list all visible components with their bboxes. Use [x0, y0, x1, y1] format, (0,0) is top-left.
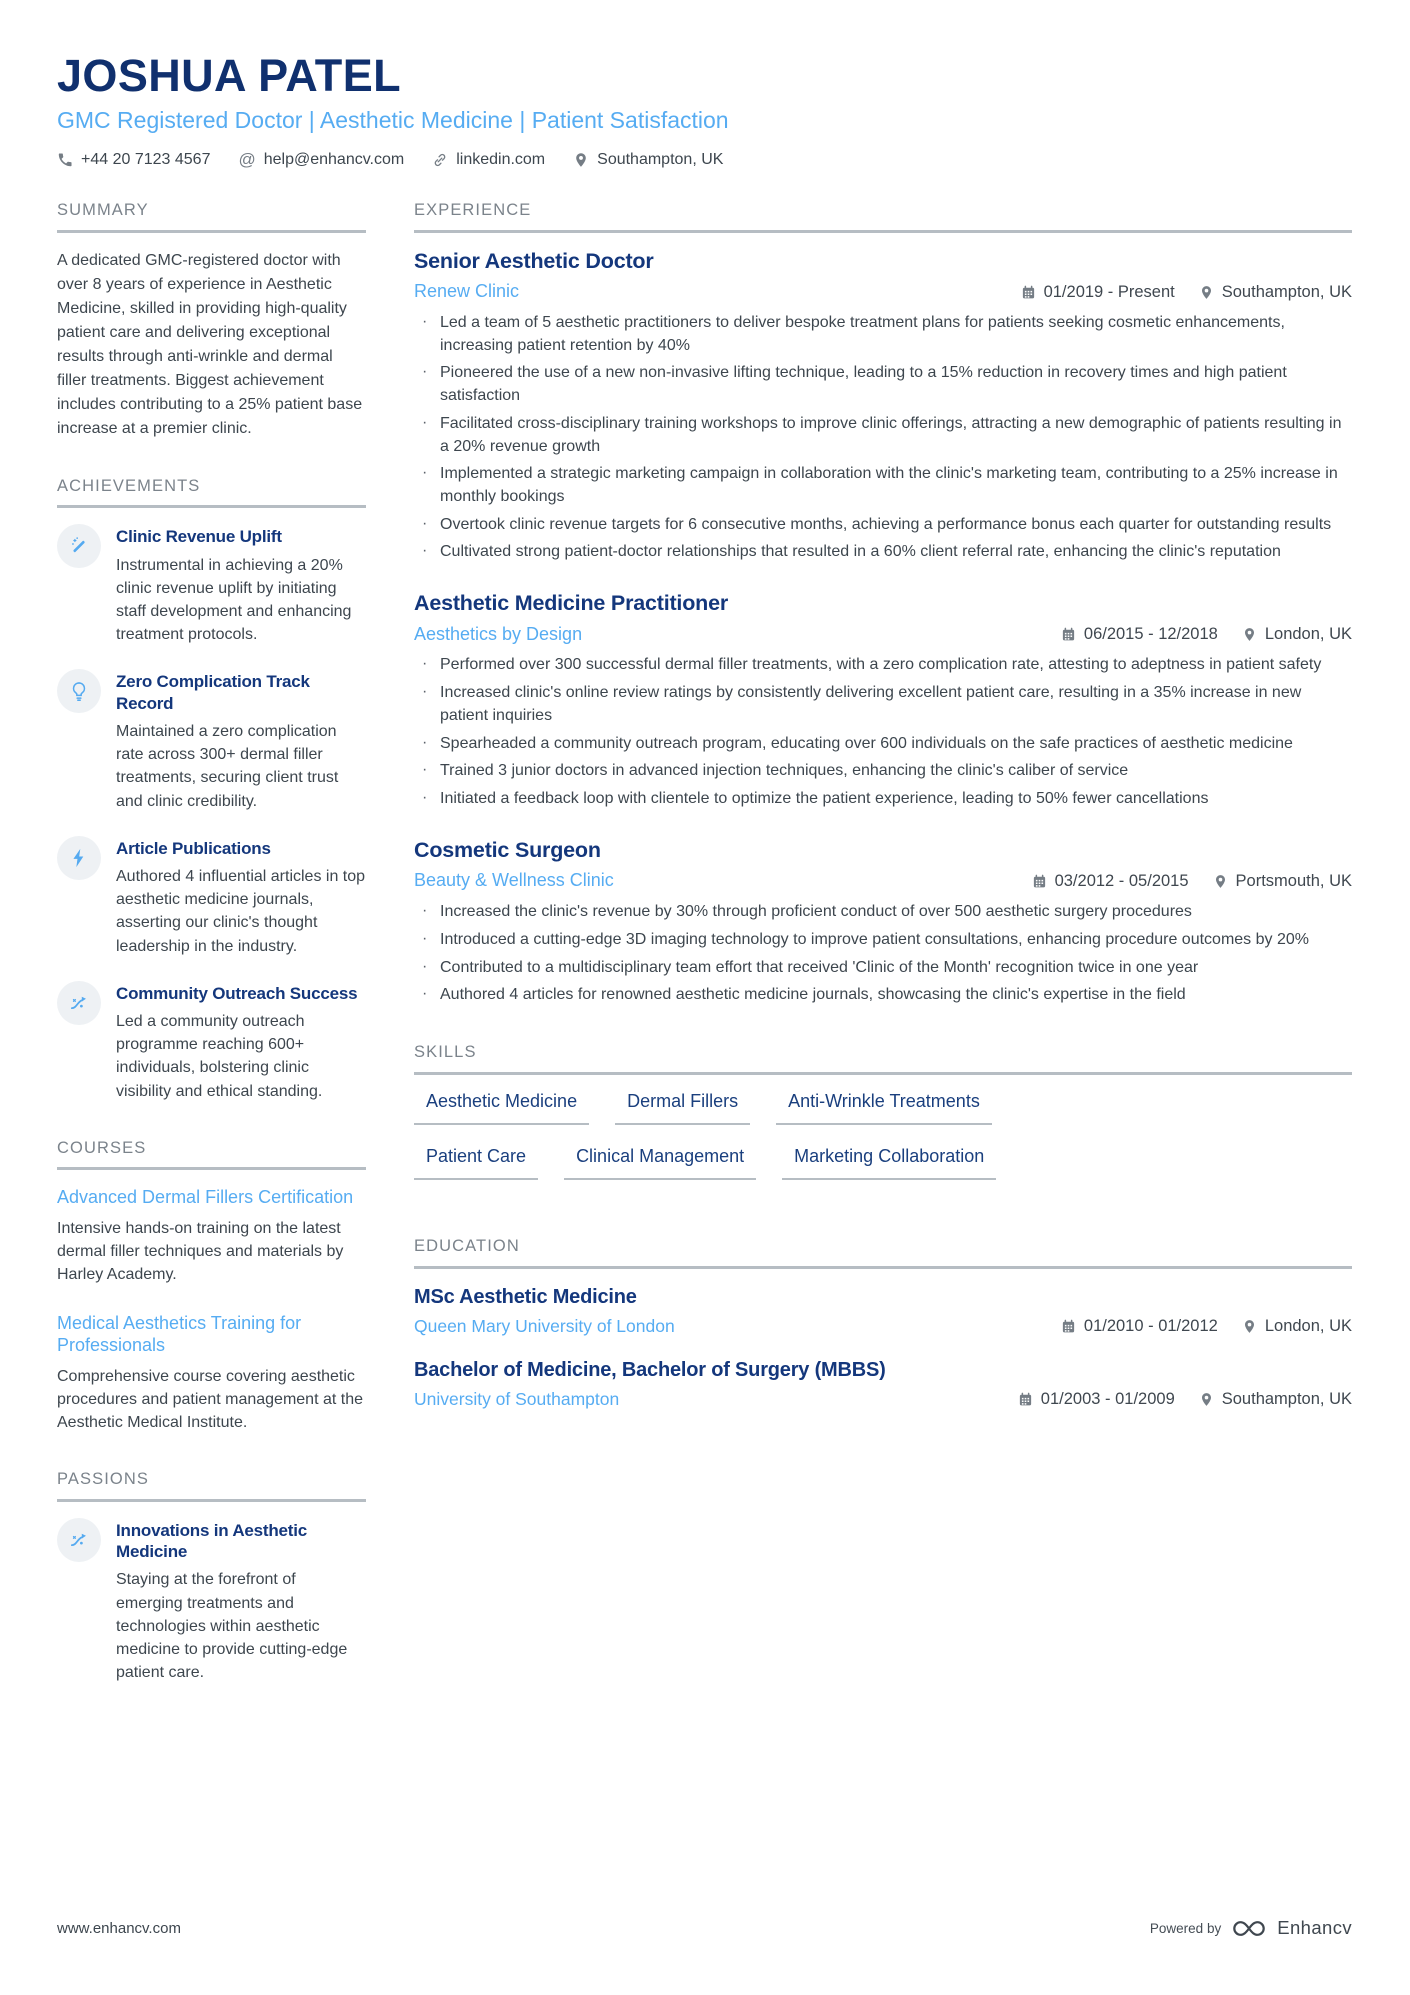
- skills-row: [414, 1091, 1352, 1146]
- courses-heading: COURSES: [57, 1139, 366, 1171]
- achievement-title: Zero Complication Track Record: [116, 672, 310, 713]
- passion-text: Staying at the forefront of emerging treatments and technologies within aesthetic medicine to provide cutting-edge patient care.: [116, 1571, 348, 1682]
- job-location-text: London, UK: [1264, 625, 1352, 644]
- left-column: [57, 201, 366, 1721]
- contact-email-text: help@enhancv.com: [263, 150, 405, 168]
- contact-phone[interactable]: [57, 151, 210, 169]
- achievements-heading: ACHIEVEMENTS: [57, 477, 366, 509]
- education-location-text: London, UK: [1264, 1316, 1352, 1335]
- header: [57, 52, 1352, 169]
- at-icon: @: [238, 150, 256, 170]
- location-pin-icon: [1242, 1319, 1257, 1334]
- school-name: University of Southampton: [414, 1388, 620, 1409]
- job-bullet: · Introduced a cutting-edge 3D imaging technology to improve patient consultations, enhancing procedure outcomes by 20%: [414, 929, 1352, 952]
- enhancv-logo-icon: [1231, 1918, 1267, 1939]
- education-entry: [414, 1358, 1352, 1410]
- education-meta-row: [414, 1389, 1352, 1410]
- job-dates: [1061, 625, 1218, 644]
- job-bullet: · Contributed to a multidisciplinary team effort that received 'Clinic of the Month' recognition twice in one year: [414, 957, 1352, 980]
- job-title: Senior Aesthetic Doctor: [414, 248, 654, 273]
- achievement-text: Instrumental in achieving a 20% clinic revenue uplift by initiating staff development and enhancing treatment protocols.: [116, 556, 352, 644]
- job-company: Aesthetics by Design: [414, 623, 583, 644]
- job-bullet: · Pioneered the use of a new non-invasive lifting technique, leading to a 15% reduction in recovery times and high patient satisfaction: [414, 362, 1352, 407]
- job-bullet: · Increased clinic's online review ratings by consistently delivering excellent patient care, resulting in a 35% increase in new patient inquiries: [414, 682, 1352, 727]
- passion-title: Innovations in Aesthetic Medicine: [116, 1520, 308, 1562]
- job-bullets: [414, 901, 1352, 1007]
- skills-row: [414, 1146, 1352, 1201]
- contact-location-text: Southampton, UK: [597, 150, 724, 168]
- achievement-item: [57, 836, 366, 958]
- skills-section: [414, 1043, 1352, 1201]
- summary-heading: SUMMARY: [57, 201, 366, 233]
- skills-heading: SKILLS: [414, 1043, 1352, 1075]
- job-dates-text: 03/2012 - 05/2015: [1054, 871, 1189, 890]
- job-bullet: · Led a team of 5 aesthetic practitioners to deliver bespoke treatment plans for patients seeking cosmetic enhancements, increasing patient retention by 40%: [414, 312, 1352, 357]
- education-location-text: Southampton, UK: [1221, 1389, 1352, 1408]
- skill-tag: Patient Care: [414, 1146, 538, 1180]
- course-item: [57, 1186, 366, 1286]
- job-bullet: · Facilitated cross-disciplinary training workshops to improve clinic offerings, attracting a new demographic of patients resulting in a 20% revenue growth: [414, 413, 1352, 458]
- contact-phone-text: +44 20 7123 4567: [81, 150, 211, 168]
- summary-text: A dedicated GMC-registered doctor with over 8 years of experience in Aesthetic Medicine, skilled in providing high-quality patient care and delivering exceptional results through anti-wrinkle and dermal filler treatments. Biggest achievement includes contributing to a 25% patient base increase at a premier clinic.: [57, 251, 363, 437]
- achievement-icon-circle: [57, 524, 101, 568]
- job-meta-row: [414, 281, 1352, 303]
- right-column: [414, 201, 1352, 1721]
- degree-title: MSc Aesthetic Medicine: [414, 1285, 637, 1308]
- experience-heading: EXPERIENCE: [414, 201, 1352, 233]
- education-location: [1199, 1390, 1352, 1409]
- page-footer: [57, 1917, 1352, 1939]
- footer-website-link[interactable]: www.enhancv.com: [57, 1919, 181, 1937]
- job-company: Beauty & Wellness Clinic: [414, 870, 614, 891]
- education-dates-text: 01/2003 - 01/2009: [1040, 1389, 1175, 1408]
- achievement-text: Authored 4 influential articles in top aesthetic medicine journals, asserting our clinic's thought leadership in the industry.: [116, 867, 366, 955]
- achievement-item: [57, 669, 366, 812]
- education-heading: EDUCATION: [414, 1237, 1352, 1269]
- education-entry: [414, 1285, 1352, 1337]
- courses-section: [57, 1139, 366, 1434]
- person-headline: GMC Registered Doctor | Aesthetic Medicine | Patient Satisfaction: [57, 107, 729, 134]
- magic-wand-icon: [68, 535, 90, 557]
- location-pin-icon: [573, 152, 589, 168]
- trend-arrow-icon: [68, 1529, 90, 1551]
- person-name: JOSHUA PATEL: [57, 50, 401, 101]
- job-bullets: [414, 312, 1352, 564]
- job-bullet: · Trained 3 junior doctors in advanced injection techniques, enhancing the clinic's caliber of service: [414, 760, 1352, 783]
- job-location-text: Southampton, UK: [1221, 282, 1352, 301]
- achievement-icon-circle: [57, 669, 101, 713]
- contact-linkedin-text: linkedin.com: [456, 150, 546, 168]
- powered-by-label: Powered by: [1149, 1920, 1222, 1936]
- school-name: Queen Mary University of London: [414, 1315, 675, 1336]
- passion-icon-circle: [57, 1518, 101, 1562]
- job-bullet: · Overtook clinic revenue targets for 6 consecutive months, achieving a performance bonus each quarter for outstanding results: [414, 514, 1352, 537]
- calendar-icon: [1061, 627, 1076, 642]
- location-pin-icon: [1242, 627, 1257, 642]
- skill-tag: Aesthetic Medicine: [414, 1091, 589, 1125]
- achievement-text: Led a community outreach programme reaching 600+ individuals, bolstering clinic visibility and ethical standing.: [116, 1012, 323, 1100]
- calendar-icon: [1018, 1392, 1033, 1407]
- job-bullet: · Implemented a strategic marketing campaign in collaboration with the clinic's marketing team, contributing to a 25% increase in monthly bookings: [414, 463, 1352, 508]
- job-location-text: Portsmouth, UK: [1235, 871, 1352, 890]
- achievement-item: [57, 981, 366, 1103]
- phone-icon: [57, 152, 73, 168]
- contact-linkedin[interactable]: [432, 151, 545, 169]
- lightbulb-icon: [68, 680, 90, 702]
- achievement-item: [57, 524, 366, 646]
- job-dates: [1021, 283, 1175, 302]
- job-bullet: · Performed over 300 successful dermal filler treatments, with a zero complication rate, attesting to adeptness in patient safety: [414, 654, 1352, 677]
- job-company: Renew Clinic: [414, 281, 520, 302]
- experience-job: [414, 591, 1352, 811]
- job-bullet: · Increased the clinic's revenue by 30% through proficient conduct of over 500 aesthetic surgery procedures: [414, 901, 1352, 924]
- job-location: [1213, 872, 1352, 891]
- content-columns: [57, 201, 1352, 1721]
- contact-row: [57, 151, 1352, 169]
- education-dates-text: 01/2010 - 01/2012: [1083, 1316, 1218, 1335]
- job-bullets: [414, 654, 1352, 810]
- education-location: [1242, 1317, 1352, 1336]
- experience-job: [414, 249, 1352, 565]
- job-location: [1199, 283, 1352, 302]
- job-dates: [1032, 872, 1189, 891]
- achievement-text: Maintained a zero complication rate across 300+ dermal filler treatments, securing client trust and clinic credibility.: [116, 722, 339, 810]
- experience-job: [414, 838, 1352, 1007]
- job-bullet: · Initiated a feedback loop with clientele to optimize the patient experience, leading to 50% fewer cancellations: [414, 788, 1352, 811]
- contact-location: [573, 151, 723, 169]
- course-title: Medical Aesthetics Training for Professionals: [57, 1312, 302, 1356]
- achievements-section: [57, 477, 366, 1103]
- experience-section: [414, 201, 1352, 1007]
- summary-section: [57, 201, 366, 441]
- course-item: [57, 1312, 366, 1435]
- job-dates-text: 01/2019 - Present: [1043, 282, 1175, 301]
- achievement-title: Article Publications: [116, 838, 271, 858]
- lightning-bolt-icon: [68, 847, 90, 869]
- course-text: Intensive hands-on training on the latest dermal filler techniques and materials by Harley Academy.: [57, 1219, 344, 1284]
- job-bullet: · Cultivated strong patient-doctor relationships that resulted in a 60% client referral rate, enhancing the clinic's reputation: [414, 541, 1352, 564]
- job-dates-text: 06/2015 - 12/2018: [1083, 625, 1218, 644]
- contact-email[interactable]: [238, 151, 404, 169]
- skill-tag: Anti-Wrinkle Treatments: [776, 1091, 992, 1125]
- education-section: [414, 1237, 1352, 1410]
- job-meta-row: [414, 624, 1352, 646]
- calendar-icon: [1061, 1319, 1076, 1334]
- calendar-icon: [1032, 874, 1047, 889]
- enhancv-wordmark: Enhancv: [1277, 1917, 1352, 1938]
- job-bullet: · Spearheaded a community outreach program, educating over 600 individuals on the safe practices of aesthetic medicine: [414, 733, 1352, 756]
- education-dates: [1061, 1317, 1218, 1336]
- skill-tag: Marketing Collaboration: [782, 1146, 996, 1180]
- education-dates: [1018, 1390, 1175, 1409]
- passions-heading: PASSIONS: [57, 1470, 366, 1502]
- location-pin-icon: [1199, 285, 1214, 300]
- link-icon: [432, 152, 448, 168]
- achievement-title: Clinic Revenue Uplift: [116, 527, 282, 547]
- job-bullet: · Authored 4 articles for renowned aesthetic medicine journals, showcasing the clinic's expertise in the field: [414, 984, 1352, 1007]
- job-title: Cosmetic Surgeon: [414, 837, 601, 862]
- job-location: [1242, 625, 1352, 644]
- location-pin-icon: [1199, 1392, 1214, 1407]
- trend-arrow-icon: [68, 992, 90, 1014]
- education-meta-row: [414, 1316, 1352, 1337]
- calendar-icon: [1021, 285, 1036, 300]
- skill-tag: Clinical Management: [564, 1146, 756, 1180]
- course-text: Comprehensive course covering aesthetic procedures and patient management at the Aesthetic Medical Institute.: [57, 1367, 363, 1431]
- passion-item: [57, 1518, 366, 1684]
- degree-title: Bachelor of Medicine, Bachelor of Surgery (MBBS): [414, 1358, 886, 1381]
- location-pin-icon: [1213, 874, 1228, 889]
- passions-section: [57, 1470, 366, 1684]
- course-title: Advanced Dermal Fillers Certification: [57, 1187, 354, 1208]
- skill-tag: Dermal Fillers: [615, 1091, 750, 1125]
- achievement-icon-circle: [57, 836, 101, 880]
- powered-by: [1150, 1917, 1352, 1939]
- job-title: Aesthetic Medicine Practitioner: [414, 591, 729, 616]
- achievement-title: Community Outreach Success: [116, 983, 358, 1003]
- job-meta-row: [414, 870, 1352, 892]
- achievement-icon-circle: [57, 981, 101, 1025]
